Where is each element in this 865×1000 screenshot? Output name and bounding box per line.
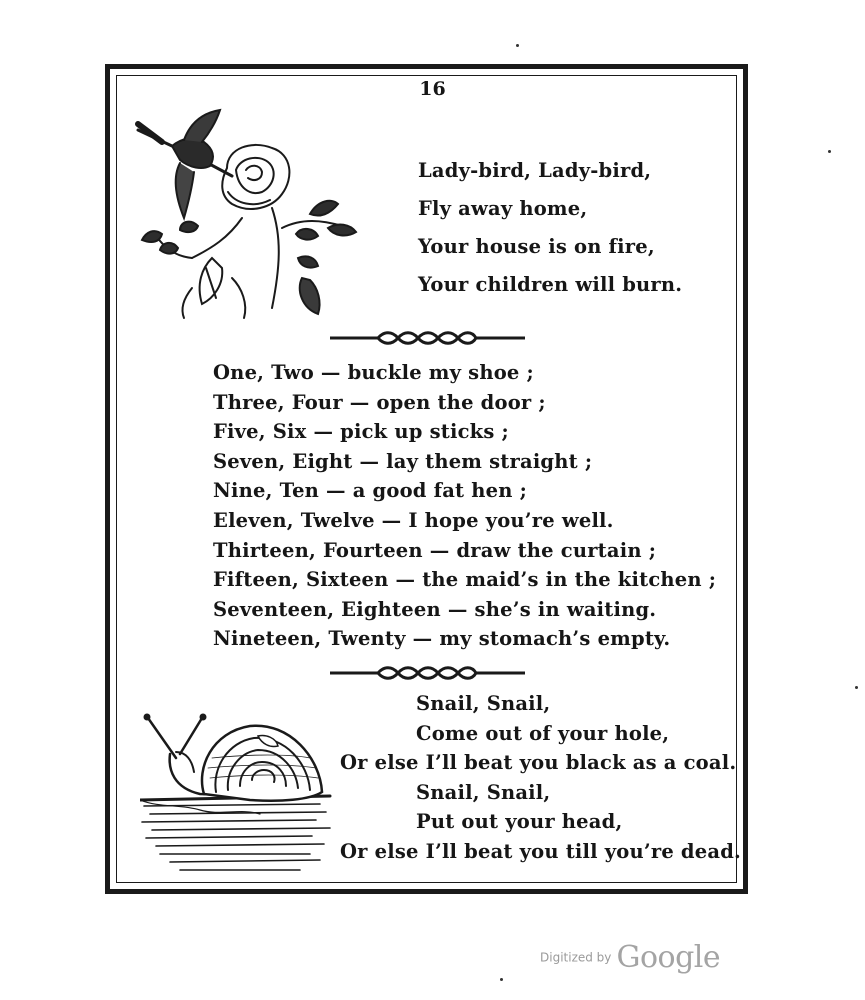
google-logo: Google [616,940,721,975]
verse-line: Eleven, Twelve — I hope you’re well. [213,508,614,532]
verse-line: Seventeen, Eighteen — she’s in waiting. [213,597,657,621]
scan-speck [855,686,858,689]
verse-line: Nineteen, Twenty — my stomach’s empty. [213,627,671,651]
verse-line: Snail, Snail, [416,692,551,715]
snail-illustration [140,708,340,883]
scan-speck [500,978,503,981]
verse-line: One, Two — buckle my shoe ; [213,361,534,384]
knot-ornament-divider [330,666,525,680]
verse-line: Your house is on fire, [418,235,655,258]
verse-line: Nine, Ten — a good fat hen ; [213,479,527,503]
verse-line: Come out of your hole, [416,721,670,745]
verse-line: Snail, Snail, [416,780,551,804]
digitized-by-label: Digitized by [540,950,612,965]
verse-line: Or else I’ll beat you till you’re dead. [340,839,742,863]
verse-counting [213,358,716,654]
verse-line: Three, Four — open the door ; [213,390,546,414]
verse-line: Put out your head, [416,810,623,834]
digitization-credit [540,940,720,975]
scan-speck [516,44,519,47]
verse-line: Lady-bird, Lady-bird, [418,159,652,182]
verse-line: Fifteen, Sixteen — the maid’s in the kitchen ; [213,568,717,592]
verse-line: Five, Six — pick up sticks ; [213,420,509,444]
verse-snail [340,689,741,867]
verse-line: Fly away home, [418,197,588,220]
knot-ornament-divider [330,331,525,345]
scan-speck [828,150,831,153]
verse-ladybird [418,152,682,304]
verse-line: Or else I’ll beat you black as a coal. [340,751,737,775]
verse-line: Your children will burn. [418,273,683,296]
hummingbird-rose-illustration [132,108,362,323]
verse-line: Seven, Eight — lay them straight ; [213,449,593,473]
page-number: 16 [419,78,446,100]
verse-line: Thirteen, Fourteen — draw the curtain ; [213,538,657,562]
